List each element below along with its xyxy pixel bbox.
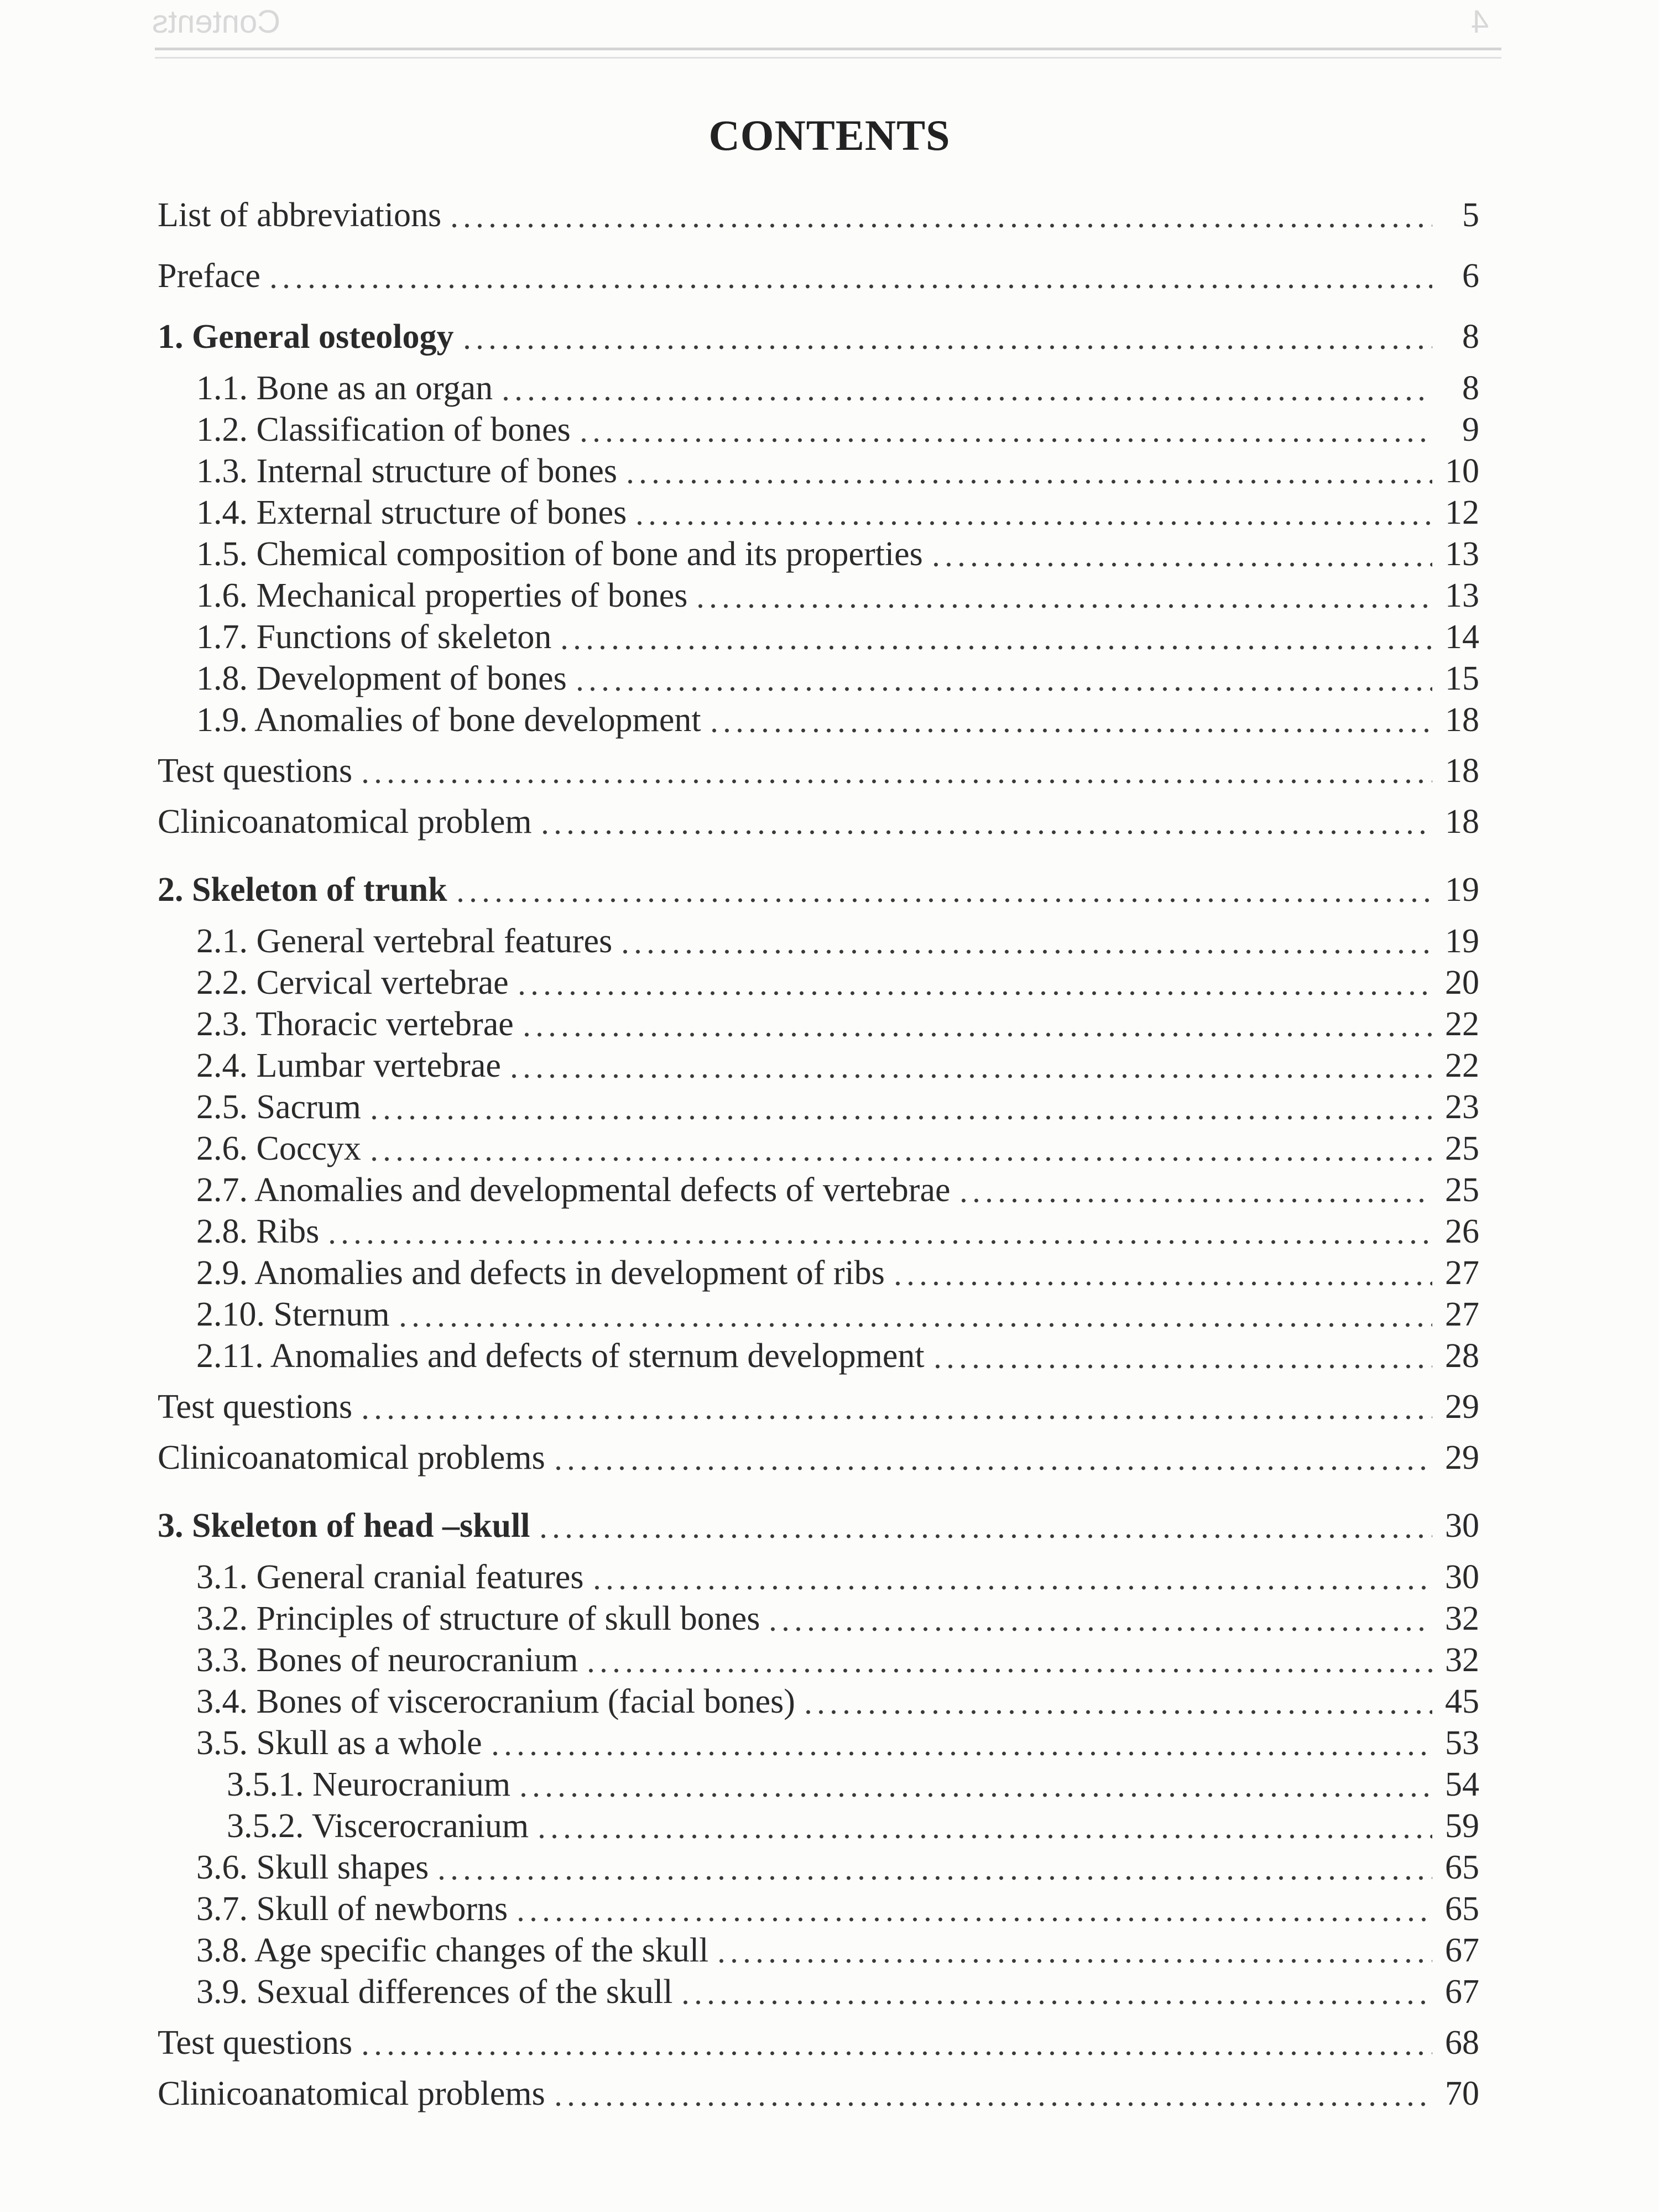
toc-entry-page: 13 — [1445, 535, 1479, 573]
toc-entry[interactable] — [196, 1674, 1479, 1719]
dot-leader — [802, 1710, 1432, 1714]
running-header-page-number: 4 — [1471, 4, 1489, 40]
running-header-title: Contents — [152, 4, 281, 40]
toc-entry[interactable] — [196, 651, 1479, 696]
toc-entry-label: Test questions — [158, 752, 353, 790]
dot-leader — [715, 1959, 1432, 1963]
contents-title: CONTENTS — [708, 111, 951, 159]
toc-entry[interactable] — [196, 527, 1479, 571]
toc-entry[interactable] — [196, 1163, 1479, 1207]
toc-entry-label: Test questions — [158, 1388, 353, 1426]
dot-leader — [359, 779, 1432, 784]
dot-leader — [624, 479, 1432, 484]
dot-leader — [514, 1917, 1432, 1922]
toc-entry-label: 1.8. Development of bones — [196, 660, 567, 697]
toc-entry[interactable] — [158, 795, 1479, 839]
toc-entry[interactable] — [227, 1757, 1479, 1802]
toc-entry-label: 2.1. General vertebral features — [196, 922, 613, 960]
dot-leader — [489, 1751, 1432, 1756]
toc-entry-label: 2.5. Sacrum — [196, 1088, 361, 1126]
toc-entry[interactable] — [196, 1287, 1479, 1332]
toc-entry[interactable] — [196, 1633, 1479, 1677]
toc-entry-page: 30 — [1445, 1558, 1479, 1596]
toc-entry[interactable] — [196, 610, 1479, 654]
toc-entry-label: List of abbreviations — [158, 196, 442, 234]
toc-entry-page: 13 — [1445, 577, 1479, 614]
toc-entry[interactable] — [196, 1965, 1479, 2009]
dot-leader — [591, 1585, 1432, 1590]
dot-leader — [558, 645, 1432, 650]
toc-entry-label: 2.3. Thoracic vertebrae — [196, 1005, 514, 1043]
toc-chapter-entry[interactable] — [158, 310, 1479, 354]
toc-entry-page: 26 — [1445, 1213, 1479, 1250]
dot-leader — [535, 1834, 1432, 1839]
toc-entry[interactable] — [196, 1329, 1479, 1373]
toc-chapter-entry[interactable] — [158, 1499, 1479, 1543]
toc-entry[interactable] — [196, 1592, 1479, 1636]
dot-leader — [508, 1074, 1432, 1078]
toc-entry-label: Clinicoanatomical problems — [158, 2075, 545, 2112]
dot-leader — [694, 604, 1432, 608]
toc-entry-label: 2.4. Lumbar vertebrae — [196, 1047, 501, 1084]
toc-entry[interactable] — [196, 1716, 1479, 1760]
toc-entry-page: 67 — [1445, 1973, 1479, 2011]
toc-entry[interactable] — [196, 444, 1479, 488]
toc-entry-page: 18 — [1445, 803, 1479, 841]
toc-entry[interactable] — [196, 914, 1479, 958]
dot-leader — [931, 1364, 1432, 1369]
toc-entry-page: 27 — [1445, 1254, 1479, 1292]
dot-leader — [766, 1627, 1432, 1631]
toc-entry[interactable] — [158, 744, 1479, 788]
toc-entry[interactable] — [196, 1039, 1479, 1083]
toc-entry-label: 1.1. Bone as an organ — [196, 369, 493, 407]
toc-entry-label: 2.10. Sternum — [196, 1296, 390, 1333]
toc-entry-label: Clinicoanatomical problem — [158, 803, 532, 841]
toc-entry-page: 14 — [1445, 618, 1479, 656]
dot-leader — [539, 830, 1432, 834]
dot-leader — [585, 1668, 1432, 1673]
toc-entry[interactable] — [158, 1380, 1479, 1424]
toc-entry-page: 22 — [1445, 1047, 1479, 1084]
toc-entry-label: 2.2. Cervical vertebrae — [196, 964, 509, 1001]
toc-entry-label: 1.2. Classification of bones — [196, 411, 571, 448]
toc-entry-page: 32 — [1445, 1641, 1479, 1679]
toc-entry[interactable] — [196, 486, 1479, 530]
dot-leader — [368, 1157, 1432, 1161]
toc-entry-label: 3.5.2. Viscerocranium — [227, 1807, 529, 1845]
toc-entry-page: 19 — [1445, 922, 1479, 960]
toc-entry-label: 3.6. Skull shapes — [196, 1849, 429, 1886]
dot-leader — [359, 1415, 1432, 1420]
toc-entry-page: 15 — [1445, 660, 1479, 697]
toc-entry[interactable] — [196, 1882, 1479, 1926]
toc-entry-page: 29 — [1445, 1439, 1479, 1477]
toc-entry-page: 8 — [1462, 318, 1479, 356]
toc-entry-label: 3.3. Bones of neurocranium — [196, 1641, 578, 1679]
toc-entry-label: 2. Skeleton of trunk — [158, 871, 447, 909]
dot-leader — [573, 687, 1432, 691]
toc-entry-label: 3.7. Skull of newborns — [196, 1890, 508, 1928]
toc-entry[interactable] — [158, 188, 1479, 232]
toc-entry-page: 70 — [1445, 2075, 1479, 2112]
toc-entry-page: 10 — [1445, 452, 1479, 490]
dot-leader — [891, 1281, 1432, 1286]
dot-leader — [461, 345, 1432, 349]
toc-entry-label: 1.3. Internal structure of bones — [196, 452, 617, 490]
toc-entry[interactable] — [196, 1840, 1479, 1885]
toc-entry[interactable] — [158, 249, 1479, 293]
toc-entry[interactable] — [196, 956, 1479, 1000]
dot-leader — [397, 1323, 1432, 1327]
toc-entry[interactable] — [158, 2067, 1479, 2111]
toc-entry[interactable] — [196, 1550, 1479, 1594]
toc-entry-label: 3.2. Principles of structure of skull bones — [196, 1600, 760, 1637]
dot-leader — [537, 1534, 1432, 1538]
toc-entry-page: 27 — [1445, 1296, 1479, 1333]
toc-entry[interactable] — [196, 693, 1479, 737]
toc-entry-label: 2.6. Coccyx — [196, 1130, 361, 1167]
toc-entry-page: 22 — [1445, 1005, 1479, 1043]
dot-leader — [708, 728, 1432, 733]
toc-entry-page: 18 — [1445, 752, 1479, 790]
toc-entry-page: 65 — [1445, 1890, 1479, 1928]
toc-entry[interactable] — [196, 997, 1479, 1041]
toc-entry-page: 59 — [1445, 1807, 1479, 1845]
toc-entry[interactable] — [196, 1246, 1479, 1290]
dot-leader — [552, 2102, 1432, 2106]
toc-entry[interactable] — [196, 361, 1479, 405]
toc-entry[interactable] — [158, 1431, 1479, 1475]
dot-leader — [515, 991, 1432, 995]
toc-entry-page: 8 — [1462, 369, 1479, 407]
dot-leader — [359, 2051, 1432, 2056]
toc-entry-page: 54 — [1445, 1766, 1479, 1803]
dot-leader — [552, 1466, 1432, 1470]
dot-leader — [619, 950, 1432, 954]
toc-entry-label: 3.4. Bones of viscerocranium (facial bones) — [196, 1683, 795, 1720]
dot-leader — [930, 562, 1432, 567]
dot-leader — [368, 1115, 1432, 1120]
dot-leader — [517, 1793, 1432, 1797]
toc-entry[interactable] — [196, 1204, 1479, 1249]
dot-leader — [577, 438, 1432, 442]
toc-entry-page: 9 — [1462, 411, 1479, 448]
toc-entry-label: 1.6. Mechanical properties of bones — [196, 577, 688, 614]
toc-entry-label: Preface — [158, 257, 260, 295]
toc-entry-page: 23 — [1445, 1088, 1479, 1126]
dot-leader — [267, 284, 1432, 289]
toc-entry-page: 25 — [1445, 1130, 1479, 1167]
toc-entry[interactable] — [196, 1121, 1479, 1166]
toc-entry-page: 25 — [1445, 1171, 1479, 1209]
toc-entry[interactable] — [196, 403, 1479, 447]
toc-entry-label: 1.7. Functions of skeleton — [196, 618, 552, 656]
toc-entry-page: 68 — [1445, 2024, 1479, 2062]
dot-leader — [435, 1876, 1432, 1880]
toc-entry-page: 30 — [1445, 1507, 1479, 1545]
toc-entry-page: 28 — [1445, 1337, 1479, 1375]
toc-entry-label: Test questions — [158, 2024, 353, 2062]
toc-chapter-entry[interactable] — [158, 863, 1479, 907]
toc-entry-label: 3. Skeleton of head –skull — [158, 1507, 530, 1545]
toc-entry-label: 3.9. Sexual differences of the skull — [196, 1973, 673, 2011]
toc-entry[interactable] — [196, 568, 1479, 613]
toc-entry-label: 1.9. Anomalies of bone development — [196, 701, 701, 739]
dot-leader — [326, 1240, 1432, 1244]
toc-entry-label: 2.9. Anomalies and defects in development of ribs — [196, 1254, 885, 1292]
dot-leader — [499, 397, 1432, 401]
toc-entry-page: 6 — [1462, 257, 1479, 295]
toc-entry[interactable] — [196, 1923, 1479, 1968]
toc-entry-page: 12 — [1445, 494, 1479, 531]
dot-leader — [454, 898, 1432, 902]
toc-entry[interactable] — [158, 2016, 1479, 2060]
toc-entry-label: Clinicoanatomical problems — [158, 1439, 545, 1477]
toc-entry-label: 2.11. Anomalies and defects of sternum development — [196, 1337, 925, 1375]
toc-entry-page: 29 — [1445, 1388, 1479, 1426]
dot-leader — [679, 2000, 1432, 2005]
dot-leader — [633, 521, 1432, 525]
dot-leader — [448, 223, 1432, 228]
toc-entry-label: 1.5. Chemical composition of bone and its properties — [196, 535, 923, 573]
toc-entry-label: 3.8. Age specific changes of the skull — [196, 1932, 709, 1969]
toc-entry-label: 2.7. Anomalies and developmental defects of vertebrae — [196, 1171, 951, 1209]
dot-leader — [957, 1198, 1433, 1203]
toc-entry-page: 5 — [1462, 196, 1479, 234]
toc-entry-label: 3.5. Skull as a whole — [196, 1724, 482, 1762]
toc-entry-page: 67 — [1445, 1932, 1479, 1969]
toc-entry-page: 45 — [1445, 1683, 1479, 1720]
dot-leader — [520, 1032, 1432, 1037]
toc-entry-page: 18 — [1445, 701, 1479, 739]
toc-entry-page: 20 — [1445, 964, 1479, 1001]
toc-entry-label: 3.5.1. Neurocranium — [227, 1766, 511, 1803]
toc-entry[interactable] — [227, 1799, 1479, 1843]
toc-entry-page: 19 — [1445, 871, 1479, 909]
toc-entry-page: 32 — [1445, 1600, 1479, 1637]
toc-entry[interactable] — [196, 1080, 1479, 1124]
toc-entry-page: 65 — [1445, 1849, 1479, 1886]
toc-entry-label: 1. General osteology — [158, 318, 454, 356]
toc-entry-label: 3.1. General cranial features — [196, 1558, 584, 1596]
toc-entry-label: 2.8. Ribs — [196, 1213, 320, 1250]
toc-entry-label: 1.4. External structure of bones — [196, 494, 627, 531]
toc-entry-page: 53 — [1445, 1724, 1479, 1762]
